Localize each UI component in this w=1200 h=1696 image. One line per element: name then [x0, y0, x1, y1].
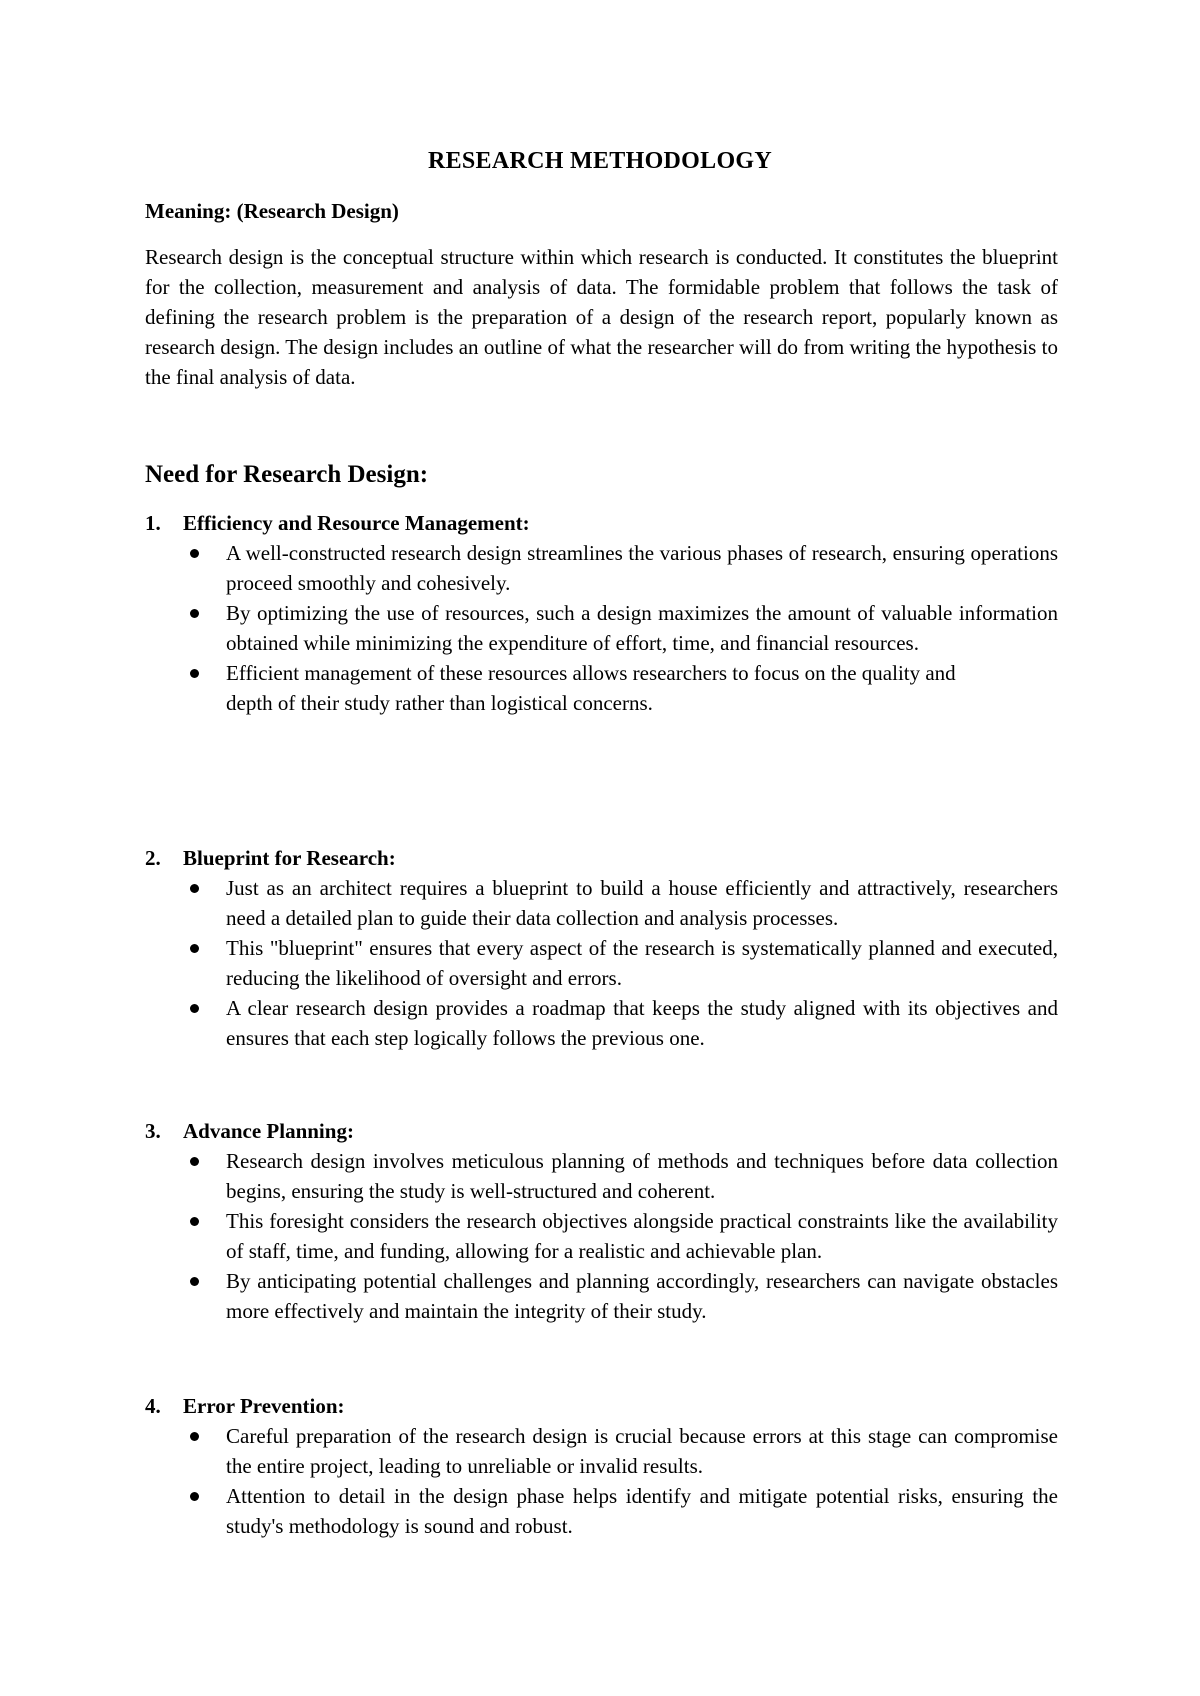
section-error-prevention — [145, 1391, 1058, 1541]
list-item — [145, 993, 1058, 1053]
bullet-icon — [190, 1432, 199, 1441]
list-item-text: Careful preparation of the research design is crucial because errors at this stage can compromise the entire project, leading to unreliable or invalid results. — [226, 1424, 1058, 1478]
need-heading: Need for Research Design: — [145, 461, 429, 488]
section-number: 3. — [145, 1119, 161, 1143]
list-item — [145, 1266, 1058, 1326]
list-item-text: By anticipating potential challenges and planning accordingly, researchers can navigate obstacles more effectively and maintain the integrity of their study. — [226, 1269, 1058, 1323]
bullet-icon — [190, 1004, 199, 1013]
list-item — [145, 598, 1058, 658]
section-blueprint — [145, 843, 1058, 1053]
section-number: 4. — [145, 1394, 161, 1418]
intro-paragraph: Research design is the conceptual structure within which research is conducted. It constitutes the blueprint for the collection, measurement and analysis of data. The formidable problem that follows the task of defining the research problem is the preparation of a design of the research report, popularly known as research design. The design includes an outline of what the researcher will do from writing the hypothesis to the final analysis of data. — [145, 245, 1058, 389]
list-item — [145, 538, 1058, 598]
section-title: Error Prevention: — [183, 1394, 345, 1418]
list-item-text: Attention to detail in the design phase helps identify and mitigate potential risks, ensuring the study's methodology is sound and robust. — [226, 1484, 1058, 1538]
list-item-text: depth of their study rather than logistical concerns. — [226, 691, 653, 715]
section-title: Efficiency and Resource Management: — [183, 511, 530, 535]
bullet-list — [145, 873, 1058, 1053]
section-advance-planning — [145, 1116, 1058, 1326]
list-item-text: By optimizing the use of resources, such a design maximizes the amount of valuable information obtained while minimizing the expenditure of effort, time, and financial resources. — [226, 601, 1058, 655]
list-item — [145, 873, 1058, 933]
section-number: 1. — [145, 511, 161, 535]
list-item-text: This foresight considers the research objectives alongside practical constraints like the availability of staff, time, and funding, allowing for a realistic and achievable plan. — [226, 1209, 1058, 1263]
list-item-text: Research design involves meticulous planning of methods and techniques before data collection begins, ensuring the study is well-structured and coherent. — [226, 1149, 1058, 1203]
bullet-list — [145, 1146, 1058, 1326]
list-item — [145, 1481, 1058, 1541]
bullet-icon — [190, 1492, 199, 1501]
list-item-text: This "blueprint" ensures that every aspect of the research is systematically planned and executed, reducing the likelihood of oversight and errors. — [226, 936, 1058, 990]
list-item-text: Just as an architect requires a blueprint to build a house efficiently and attractively, researchers need a detailed plan to guide their data collection and analysis processes. — [226, 876, 1058, 930]
document-title: RESEARCH METHODOLOGY — [427, 148, 773, 174]
bullet-icon — [190, 944, 199, 953]
bullet-icon — [190, 609, 199, 618]
list-item — [145, 1206, 1058, 1266]
section-heading — [145, 843, 1058, 873]
section-title: Blueprint for Research: — [183, 846, 396, 870]
bullet-icon — [190, 669, 199, 678]
list-item-continuation — [145, 688, 1058, 718]
list-item — [145, 1146, 1058, 1206]
meaning-label: Meaning: (Research Design) — [145, 199, 399, 223]
list-item-text: A clear research design provides a roadmap that keeps the study aligned with its objectives and ensures that each step logically follows the previous one. — [226, 996, 1058, 1050]
bullet-icon — [190, 884, 199, 893]
section-efficiency — [145, 508, 1058, 718]
list-item — [145, 933, 1058, 993]
section-heading — [145, 1116, 1058, 1146]
bullet-icon — [190, 549, 199, 558]
bullet-list — [145, 1421, 1058, 1541]
bullet-list — [145, 538, 1058, 718]
list-item — [145, 658, 1058, 688]
list-item-text: Efficient management of these resources allows researchers to focus on the quality and — [226, 661, 956, 685]
section-heading — [145, 1391, 1058, 1421]
section-title: Advance Planning: — [183, 1119, 354, 1143]
section-number: 2. — [145, 846, 161, 870]
list-item — [145, 1421, 1058, 1481]
section-heading — [145, 508, 1058, 538]
bullet-icon — [190, 1277, 199, 1286]
list-item-text: A well-constructed research design streamlines the various phases of research, ensuring operations proceed smoothly and cohesively. — [226, 541, 1058, 595]
bullet-icon — [190, 1157, 199, 1166]
bullet-icon — [190, 1217, 199, 1226]
